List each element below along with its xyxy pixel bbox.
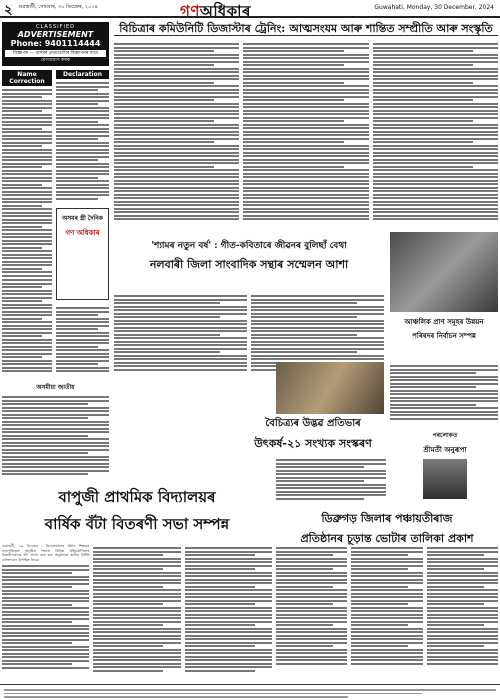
cultural-article-header: [240, 416, 386, 452]
voter-list-headline-2: প্ৰতিষ্ঠানৰ চূড়ান্ত ভোটাৰ তালিকা প্ৰকাশ: [300, 532, 474, 545]
classified-ad-box: [2, 22, 109, 66]
classified-line-1: বিজ্ঞাপন — অসমৰ প্ৰথমশ্ৰেণীৰ বিজ্ঞাপনৰ বাবে: [5, 50, 106, 57]
school-headline-1: বাপুজী প্ৰাথমিক বিদ্যালয়ৰ: [58, 488, 216, 506]
classified-label: CLASSIFIED: [36, 24, 75, 30]
classified-title: ADVERTISEMENT: [17, 30, 94, 39]
cultural-headline-1: বৈচিত্ৰ্যৰ উদ্ভৱ প্ৰতিভাৰ: [265, 418, 361, 429]
news-photo: [390, 232, 498, 312]
journalist-headline-2: নলবাৰী জিলা সাংবাদিক সন্থাৰ সম্মেলন আশা: [149, 258, 349, 271]
dateline-right: Guwahati, Monday, 30 December, 2024: [374, 4, 494, 11]
text-lines: [56, 82, 109, 200]
obituary-portrait: [423, 459, 467, 499]
school-headline-2: বাৰ্ষিক বঁটা বিতৰণী সভা সম্পন্ন: [44, 515, 230, 533]
small-advert: [56, 208, 109, 300]
school-body: [2, 544, 272, 672]
top-story-header: [114, 20, 498, 36]
cultural-headline-2: উৎকৰ্ষ-২১ সংখ্যক সংস্কৰণ: [254, 437, 372, 450]
page-footer: [0, 684, 500, 700]
event-photo: [276, 362, 384, 414]
voter-list-headline-1: ডিব্ৰুগড় জিলাৰ পঞ্চায়তীৰাজ: [321, 512, 453, 525]
left-notice-heading: অসমীয়া জাতীয়: [36, 384, 75, 391]
dateline-left: গুৱাহাটী, সোমবাৰ, ৩০ ডিচেম্বৰ, ২০২৪: [18, 4, 98, 10]
cultural-article-body: [276, 456, 386, 506]
side-notice-line-1: আঞ্চলিক প্ৰাণ সমূহৰ উন্নয়ন: [404, 317, 484, 326]
voter-list-article-header: [276, 510, 498, 545]
name-correction-heading: Name Correction: [2, 70, 52, 86]
notice-column-left: [2, 276, 52, 378]
page-number: ২: [4, 3, 13, 18]
voter-list-article-body: [276, 544, 498, 682]
obituary-box: [392, 430, 498, 494]
side-column-text: [390, 362, 498, 426]
side-notice-line-2: পৰিষদৰ নিৰ্বাচন সম্পন্ন: [412, 331, 476, 340]
obituary-name: শ্ৰীমতী অনুৰূপা: [423, 445, 467, 454]
top-story-body: [114, 40, 498, 232]
classified-phone: Phone: 9401114444: [10, 39, 101, 48]
school-article: [2, 486, 272, 682]
journalist-headline-1: 'শ্যামৰ নতুন বৰ্ষ' : গীত-কবিতাৰে জীৱনৰ বুলিছাঁ বেথা: [151, 241, 347, 251]
logo-part-1: গণ: [180, 2, 200, 20]
declaration-heading: Declaration: [56, 70, 109, 79]
notice-column-right: [56, 304, 109, 378]
classified-line-2: যোগাযোগ কৰক: [41, 58, 70, 63]
name-correction-column: [2, 70, 52, 270]
article-paragraph: গুৱাহাটী, ২৯ ডিচেম্বৰ : বিদ্যালয়খনৰ প্ৰধান শিক্ষকৰ সভাপতিত্বত অনুষ্ঠিত সভাত বিভিন্ন প্ৰতিযোগিতাৰ বিজয়ীসকলক বঁটা প্ৰদান কৰা হয়। অনুষ্ঠানত স্থানীয় বিশিষ্ট ব্যক্তিসকল উপস্থিত থাকে।: [2, 544, 90, 562]
masthead: [0, 0, 500, 18]
left-notice-block: [2, 382, 109, 482]
advert-line-1: অসমৰ স্ত্রী দৈনিক: [62, 215, 103, 222]
obituary-label: পৰলোকত: [432, 432, 458, 439]
logo-part-2: অধিকাৰ: [199, 2, 251, 20]
journalist-article-header: [114, 238, 384, 288]
side-notice: [390, 316, 498, 358]
text-lines: [2, 89, 52, 277]
top-story-headline: বিচিত্ৰাৰ কমিউনিটি ডিজাস্টাৰ ট্ৰেনিং: আত্মসংযম আৰু শান্তিত সম্প্ৰীতি আৰু সংস্কৃতি: [119, 22, 493, 35]
advert-line-2: গণ অধিকাৰ: [65, 228, 100, 237]
